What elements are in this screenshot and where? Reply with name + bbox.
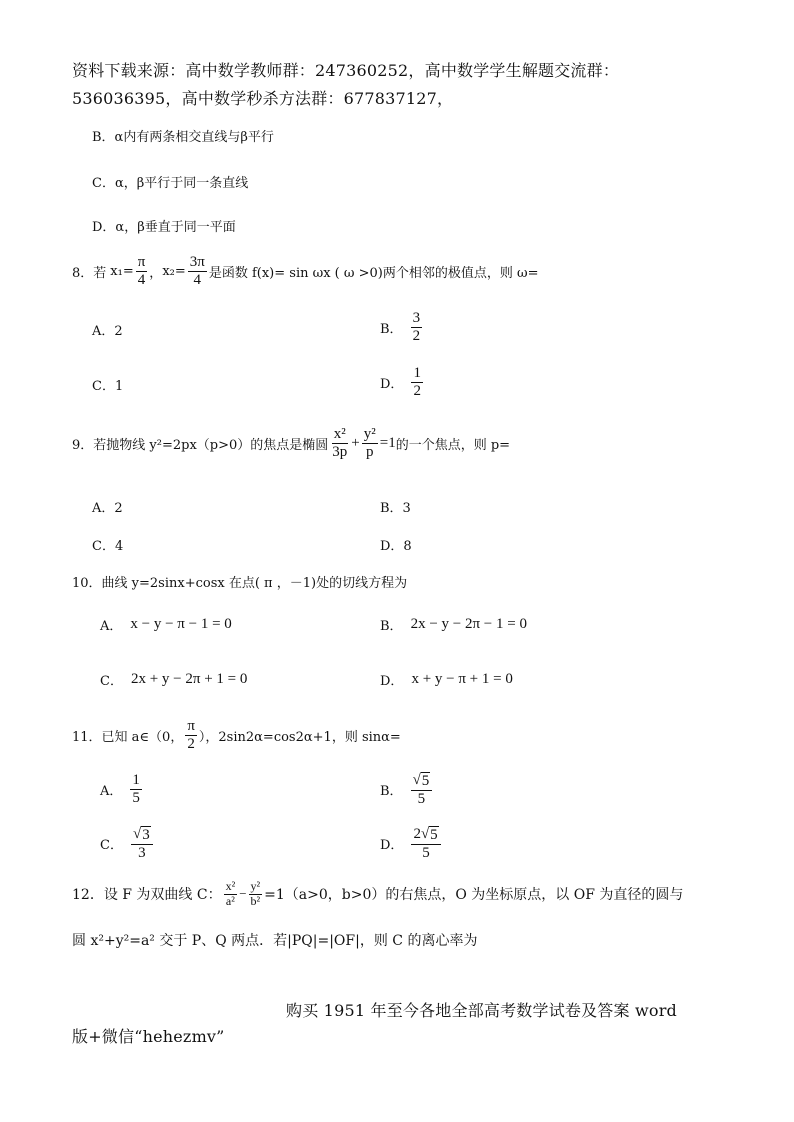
q9-pre: 9．若抛物线 y²=2px（p>0）的焦点是椭圆: [72, 438, 329, 454]
q10-option-b-expr: 2x − y − 2π − 1 = 0: [410, 616, 527, 632]
q8-option-b-fraction: [411, 310, 423, 346]
q8-option-d-num: 1: [411, 365, 423, 383]
q11-option-c-label: C．: [100, 838, 123, 854]
q12-fraction-2-num: y²: [250, 879, 261, 893]
q7-option-d: D．α，β垂直于同一平面: [92, 220, 236, 235]
q11-post: ），2sin2α=cos2α+1，则 sinα=: [198, 730, 401, 746]
q11-option-b-fraction: [411, 772, 433, 808]
q11-option-b-radicand: 5: [421, 773, 430, 789]
q8-separator: ，: [149, 266, 163, 282]
q11-option-b-num: √ 5: [411, 772, 433, 791]
q12-fraction-2: [249, 880, 263, 909]
q10-option-c-expr: 2x + y − 2π + 1 = 0: [130, 671, 248, 687]
q9-option-d: D．8: [380, 539, 412, 554]
q7-option-b: B．α内有两条相交直线与β平行: [92, 130, 274, 145]
q11-option-d-radicand: 5: [430, 827, 438, 843]
q11-fraction-num: π: [185, 718, 197, 736]
q11-fraction-den: 2: [187, 736, 195, 753]
q8-fraction-1-num: π: [136, 254, 148, 272]
q11-option-d-num: 2 √ 5: [411, 826, 440, 845]
q10-option-d: [380, 670, 513, 689]
q11-stem: [72, 718, 401, 754]
q8-fraction-1: [136, 254, 148, 290]
q9-post: 的一个焦点，则 p=: [395, 438, 511, 454]
q11-option-d-label: D．: [380, 838, 404, 854]
q11-option-a-den: 5: [132, 790, 140, 807]
q9-option-a: A．2: [92, 501, 123, 516]
q12-minus: −: [239, 886, 247, 902]
q11-option-d-den: 5: [422, 844, 430, 861]
q10-option-d-label: D．: [380, 674, 404, 689]
q8-option-d-fraction: [411, 365, 423, 401]
q9-equals: =1: [379, 435, 396, 452]
q8-option-d: [380, 365, 425, 401]
q11-option-a: [100, 772, 144, 808]
q10-option-d-expr: x + y − π + 1 = 0: [411, 671, 513, 687]
q11-option-d-fraction: [411, 826, 440, 862]
q8-fraction-1-den: 4: [137, 272, 146, 289]
q8-fraction-2: [188, 254, 207, 290]
q11-option-c-fraction: [131, 826, 153, 862]
q9-fraction-1-den: 3p: [332, 444, 348, 461]
q8-option-b-label: B．: [380, 322, 403, 338]
q8-option-b-den: 2: [412, 328, 421, 345]
q9-fraction-2-den: p: [365, 444, 374, 461]
q9-stem: [72, 426, 510, 462]
header-line-1: 资料下载来源：高中数学教师群：247360252，高中数学学生解题交流群：: [72, 61, 620, 80]
q11-pre: 11．已知 a∈（0，: [72, 730, 184, 746]
q8-number: 8．若: [72, 266, 107, 282]
q8-x1: x₁=: [110, 264, 134, 280]
q11-option-c: [100, 826, 155, 862]
q8-x2: x₂=: [162, 264, 186, 280]
q9-option-c: C．4: [92, 539, 124, 554]
q11-option-d-coef: 2: [413, 826, 421, 842]
q10-option-a-expr: x − y − π − 1 = 0: [130, 616, 232, 632]
q12-pre: 12．设 F 为双曲线 C：: [72, 887, 222, 904]
q11-option-a-num: 1: [130, 772, 142, 790]
q12-stem-line-1: [72, 880, 683, 909]
q11-option-c-num: √ 3: [131, 826, 153, 845]
q7-option-c: C．α，β平行于同一条直线: [92, 176, 249, 191]
q8-option-b: [380, 310, 424, 346]
q11-option-b-label: B．: [380, 784, 403, 800]
q10-option-b-label: B．: [380, 619, 403, 634]
q12-fraction-2-den: b²: [250, 893, 261, 908]
q10-stem: 10．曲线 y=2sinx+cosx 在点( π ，－1)处的切线方程为: [72, 576, 408, 591]
header-line-2: 536036395，高中数学秒杀方法群：677837127，: [72, 89, 454, 108]
q11-option-c-radicand: 3: [142, 827, 150, 843]
q10-option-c: [100, 670, 247, 689]
q10-option-c-label: C．: [100, 674, 123, 689]
q11-option-b: [380, 772, 434, 808]
q12-fraction-1-den: a²: [225, 893, 235, 908]
q10-option-b: [380, 615, 527, 634]
q8-stem: [72, 254, 538, 290]
q10-option-a-label: A．: [100, 619, 123, 634]
q9-fraction-1-num: x²: [332, 426, 348, 444]
footer-line-2: 版+微信“hehezmv”: [72, 1027, 225, 1046]
q8-option-d-den: 2: [413, 383, 421, 400]
q8-option-a: A．2: [92, 324, 123, 339]
q9-fraction-2: [362, 426, 378, 462]
q8-option-c: C．1: [92, 379, 124, 394]
q12-fraction-1-num: x²: [225, 879, 236, 893]
q9-fraction-2-num: y²: [362, 426, 378, 444]
q8-fraction-2-num: 3π: [188, 254, 207, 272]
q11-option-a-label: A．: [100, 784, 123, 800]
footer-line-1: 购买 1951 年至今各地全部高考数学试卷及答案 word: [286, 1001, 677, 1020]
q11-fraction: [185, 718, 197, 754]
q11-option-b-den: 5: [417, 790, 426, 807]
q12-post: =1（a>0，b>0）的右焦点，O 为坐标原点，以 OF 为直径的圆与: [264, 887, 684, 904]
q10-option-a: [100, 615, 232, 634]
q8-option-b-num: 3: [411, 310, 423, 328]
q9-option-b: B．3: [380, 501, 411, 516]
q8-option-d-label: D．: [380, 377, 404, 393]
q8-fraction-2-den: 4: [193, 272, 202, 289]
q12-stem-line-2: 圆 x²+y²=a² 交于 P、Q 两点．若|PQ|=|OF|，则 C 的离心率为: [72, 933, 478, 949]
q12-fraction-1: [224, 880, 238, 909]
q9-plus: +: [351, 435, 360, 452]
q8-rest: 是函数 f(x)= sin ωx ( ω >0)两个相邻的极值点，则 ω=: [208, 266, 539, 282]
q11-option-a-fraction: [130, 772, 142, 808]
q11-option-d: [380, 826, 443, 862]
q11-option-c-den: 3: [138, 844, 146, 861]
q9-fraction-1: [330, 426, 349, 462]
